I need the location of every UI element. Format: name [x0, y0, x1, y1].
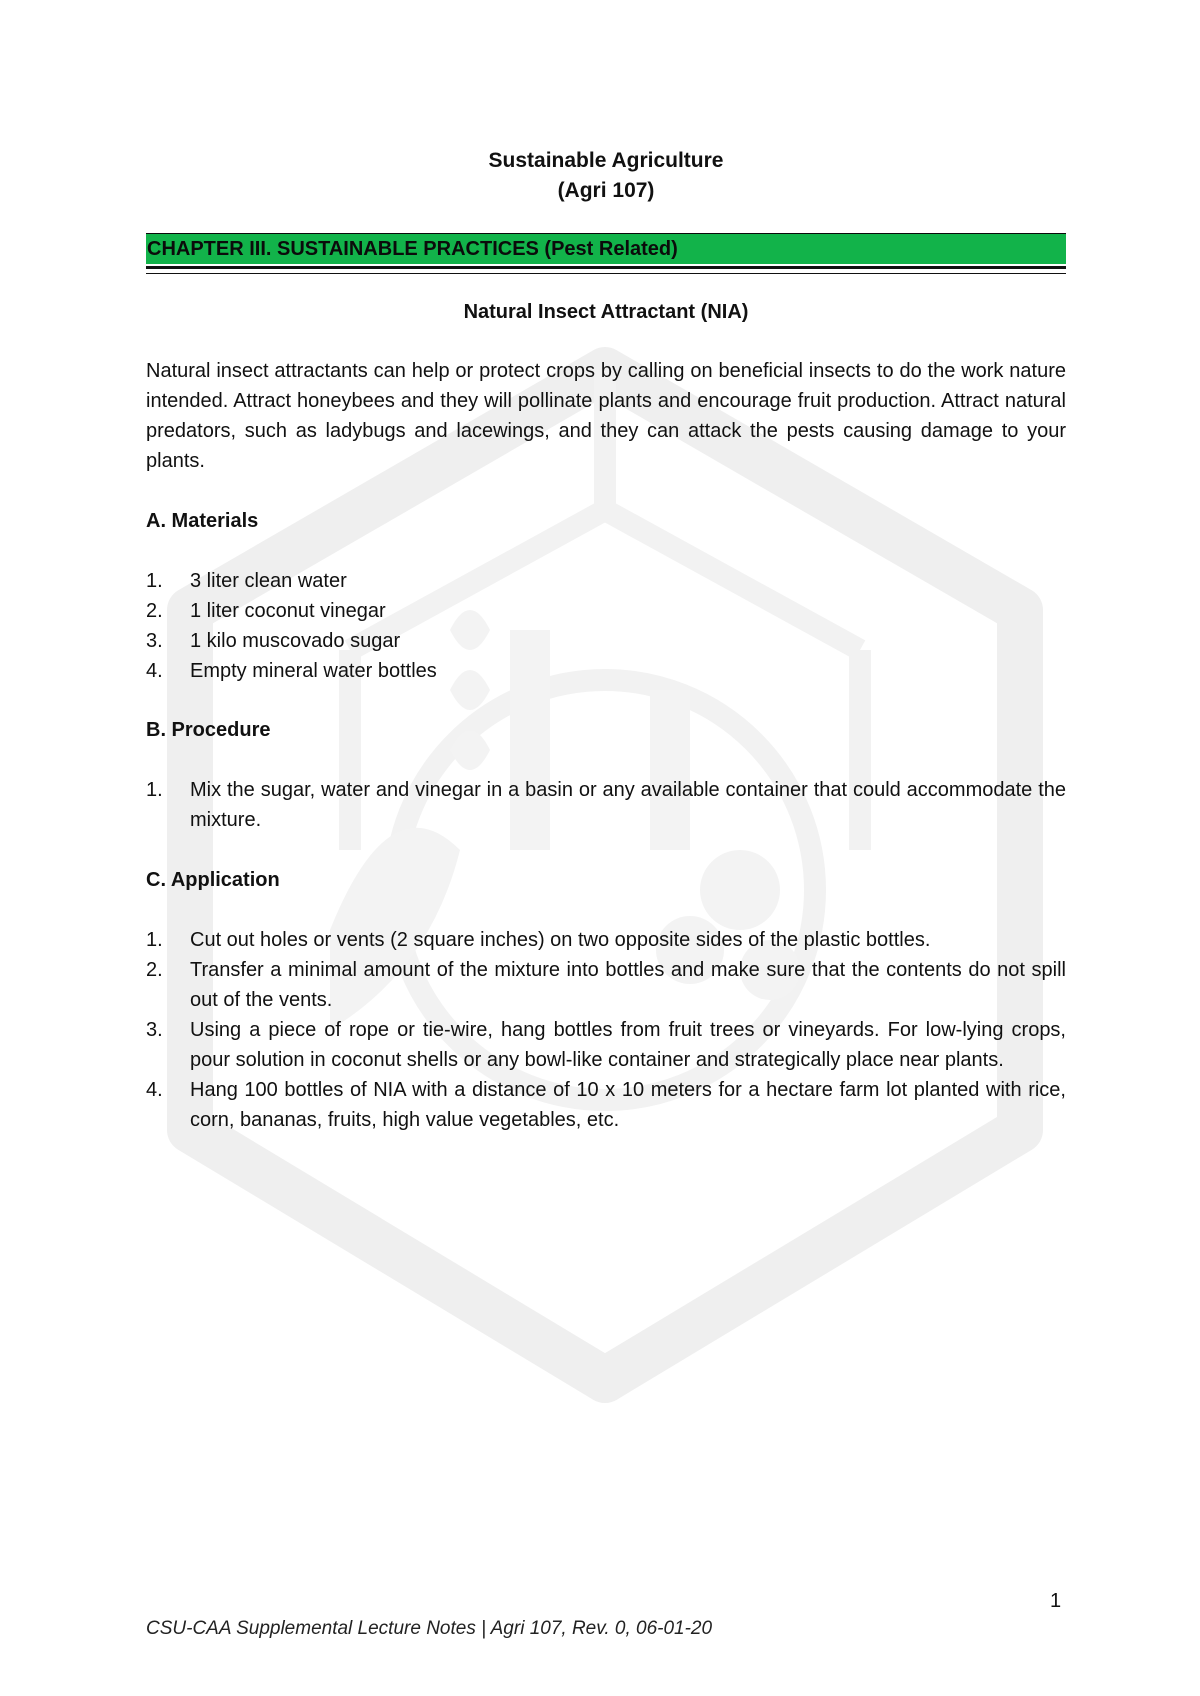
materials-heading: A. Materials — [146, 510, 259, 532]
materials-list — [146, 566, 1066, 686]
chapter-title: CHAPTER III. SUSTAINABLE PRACTICES (Pest Related) — [147, 238, 678, 260]
list-item: 3. 1 kilo muscovado sugar — [146, 630, 401, 652]
divider-thick — [146, 266, 1066, 269]
list-item: 4. Empty mineral water bottles — [146, 660, 437, 682]
course-code: (Agri 107) — [557, 179, 655, 202]
section-title: Natural Insect Attractant (NIA) — [463, 301, 749, 323]
intro-paragraph: Natural insect attractants can help or protect crops by calling on beneficial insects to do the work nature intended. Attract honeybees and they will pollinate plants and encourage fruit production. Attract natural predators, such as ladybugs and lacewings, and they can attack the pests causing damage to your plants. — [146, 360, 1066, 472]
list-item: 1. Mix the sugar, water and vinegar in a basin or any available container that could accommodate the mixture. — [146, 779, 1066, 831]
page-number: 1 — [1050, 1590, 1062, 1612]
list-item: 1. Cut out holes or vents (2 square inches) on two opposite sides of the plastic bottles. — [146, 929, 931, 951]
list-item: 2. 1 liter coconut vinegar — [146, 600, 386, 622]
divider-thin — [146, 273, 1066, 274]
list-item: 2. Transfer a minimal amount of the mixture into bottles and make sure that the contents do not spill out of the vents. — [146, 959, 1066, 1011]
course-title: Sustainable Agriculture — [488, 149, 724, 172]
list-item: 1. 3 liter clean water — [146, 570, 347, 592]
application-heading: C. Application — [146, 869, 280, 891]
procedure-list — [146, 775, 1066, 835]
procedure-heading: B. Procedure — [146, 719, 271, 741]
chapter-banner — [146, 233, 1066, 264]
list-item: 3. Using a piece of rope or tie-wire, hang bottles from fruit trees or vineyards. For low-lying crops, pour solution in coconut shells or any bowl-like container and strategically place near plants. — [146, 1019, 1066, 1071]
list-item: 4. Hang 100 bottles of NIA with a distance of 10 x 10 meters for a hectare farm lot planted with rice, corn, bananas, fruits, high value vegetables, etc. — [146, 1079, 1066, 1131]
application-list — [146, 925, 1066, 1135]
footer-text: CSU-CAA Supplemental Lecture Notes | Agri 107, Rev. 0, 06-01-20 — [146, 1618, 713, 1639]
